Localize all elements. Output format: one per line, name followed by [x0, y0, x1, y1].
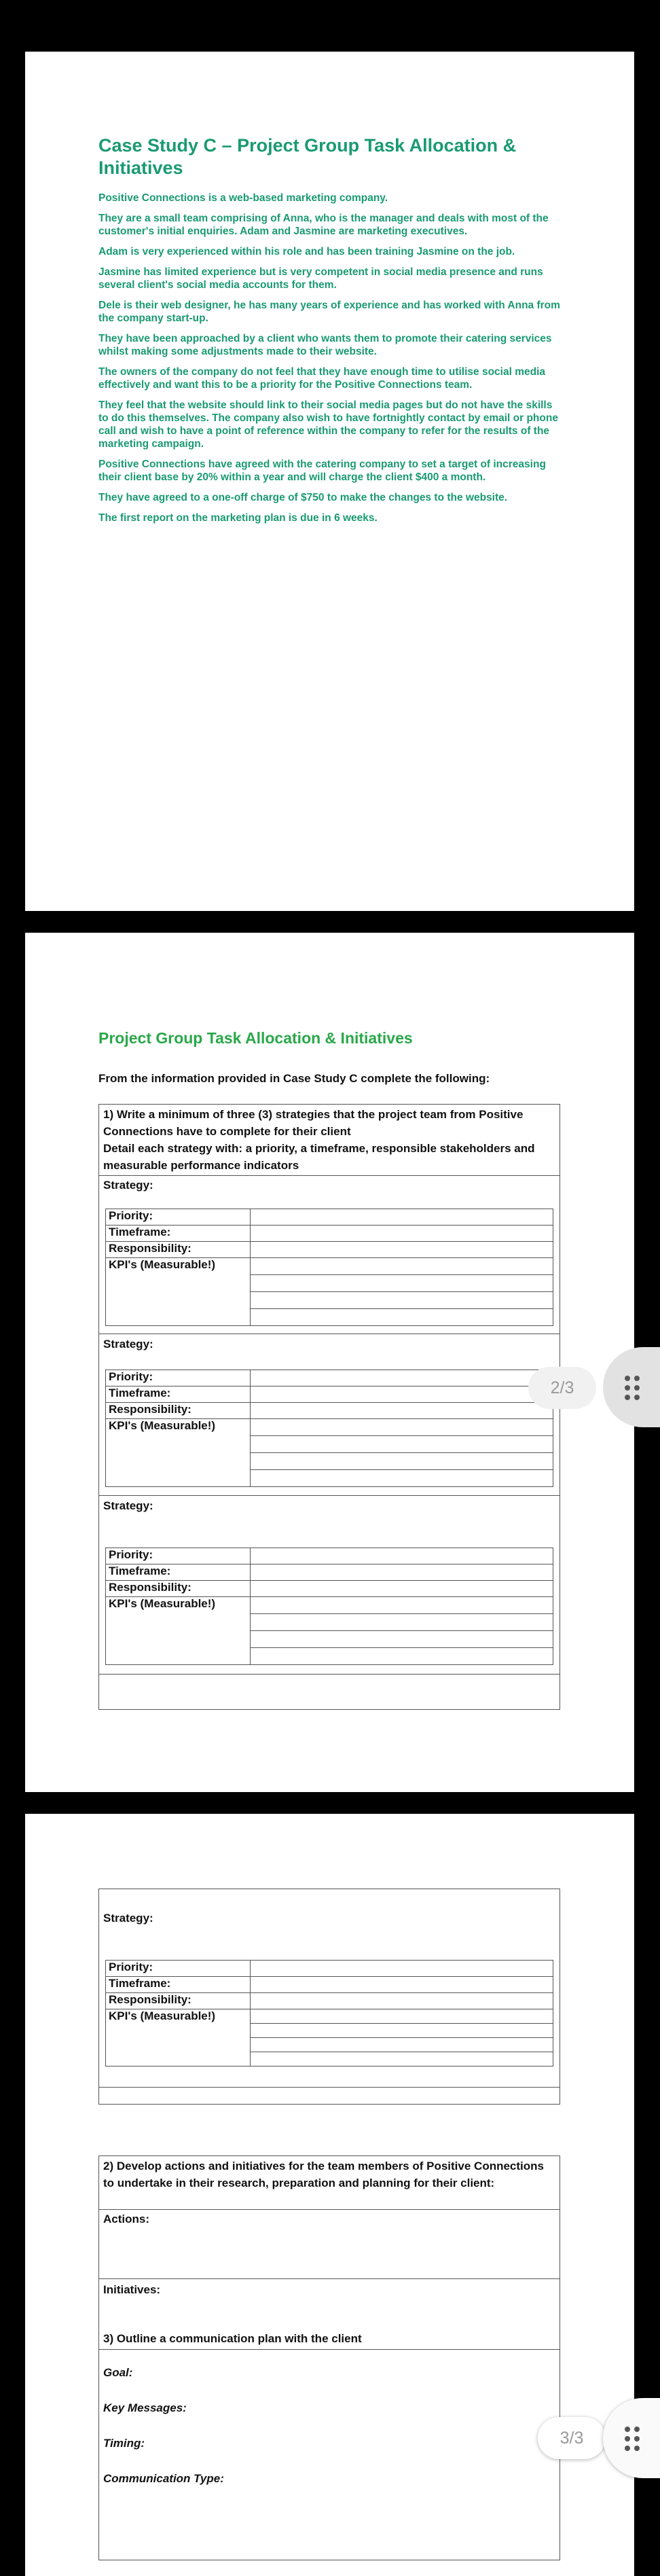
priority-field[interactable] [251, 1961, 553, 1977]
strategy-4-grid [105, 1960, 553, 2067]
divider [99, 2349, 560, 2350]
paragraph: They are a small team comprising of Anna, who is the manager and deals with most of the customer's initial enquiries. Adam and Jasmine are marketing executives. [98, 213, 549, 237]
strategy-label: Strategy: [103, 1338, 153, 1350]
responsibility-label: Responsibility: [106, 1242, 251, 1258]
priority-label: Priority: [106, 1370, 251, 1387]
actions-comms-table [98, 2155, 560, 2560]
timeframe-label: Timeframe: [106, 1977, 251, 1993]
strategy-label: Strategy: [103, 1179, 153, 1192]
page-indicator: 2/3 [528, 1367, 596, 1409]
question-2: 2) Develop actions and initiatives for the team members of Positive Connections to undertake in their research, preparation and planning for their client: [103, 2160, 544, 2189]
paragraph: Adam is very experienced within his role and has been training Jasmine on the job. [98, 246, 515, 257]
timeframe-label: Timeframe: [106, 1226, 251, 1242]
strategy-label: Strategy: [103, 1912, 153, 1925]
paragraph: The owners of the company do not feel that they have enough time to utilise social media effectively and want this to be a priority for the Positive Connections team. [98, 366, 545, 391]
strategy-4-table [98, 1889, 560, 2105]
paragraph: The first report on the marketing plan is due in 6 weeks. [98, 512, 378, 524]
responsibility-field[interactable] [251, 1403, 553, 1419]
document-page-1 [25, 52, 634, 911]
timeframe-label: Timeframe: [106, 1387, 251, 1403]
strategy-3-grid [105, 1548, 553, 1665]
timing-label: Timing: [103, 2437, 145, 2450]
divider [99, 1495, 560, 1496]
question-1-text: 1) Write a minimum of three (3) strategies that the project team from Positive Connections have to complete for their client [103, 1108, 524, 1138]
kpi-fields[interactable] [251, 1419, 553, 1487]
case-study-text [98, 135, 560, 532]
strategy-1-grid [105, 1209, 553, 1326]
divider [99, 2087, 560, 2088]
grid-dots-icon [625, 2427, 645, 2451]
page-indicator: 3/3 [538, 2417, 606, 2459]
page-title: Case Study C – Project Group Task Allocation & Initiatives [98, 135, 517, 178]
kpi-label: KPI's (Measurable!) [106, 1597, 251, 1665]
divider [99, 2278, 560, 2279]
key-messages-label: Key Messages: [103, 2401, 187, 2414]
kpi-fields[interactable] [251, 2009, 553, 2067]
priority-label: Priority: [106, 1961, 251, 1977]
grid-dots-icon [625, 1376, 645, 1400]
kpi-fields[interactable] [251, 1258, 553, 1326]
strategies-table [98, 1104, 560, 1710]
divider [99, 1674, 560, 1675]
question-1-detail: Detail each strategy with: a priority, a timeframe, responsible stakeholders and measurable performance indicators [103, 1142, 535, 1172]
priority-field[interactable] [251, 1548, 553, 1564]
timeframe-field[interactable] [251, 1564, 553, 1581]
section-header [98, 1029, 560, 1086]
paragraph: They have been approached by a client who wants them to promote their catering services whilst making some adjustments made to their website. [98, 333, 552, 357]
kpi-label: KPI's (Measurable!) [106, 1419, 251, 1487]
responsibility-label: Responsibility: [106, 1581, 251, 1597]
kpi-label: KPI's (Measurable!) [106, 2009, 251, 2067]
divider [99, 2209, 560, 2210]
actions-label: Actions: [103, 2213, 149, 2225]
responsibility-label: Responsibility: [106, 1993, 251, 2009]
timeframe-field[interactable] [251, 1226, 553, 1242]
paragraph: They feel that the website should link to their social media pages but do not have the skills to do this themselves. The company also wish to have fortnightly contact by email or phone call and wish to have a point of reference within the company to refer for the results of the marketing campaign. [98, 399, 558, 450]
timeframe-label: Timeframe: [106, 1564, 251, 1581]
paragraph: They have agreed to a one-off charge of $750 to make the changes to the website. [98, 492, 508, 503]
document-page-2 [25, 933, 634, 1792]
kpi-label: KPI's (Measurable!) [106, 1258, 251, 1326]
responsibility-field[interactable] [251, 1993, 553, 2009]
goal-label: Goal: [103, 2366, 133, 2379]
timeframe-field[interactable] [251, 1977, 553, 1993]
divider [99, 1175, 560, 1176]
priority-field[interactable] [251, 1370, 553, 1387]
responsibility-label: Responsibility: [106, 1403, 251, 1419]
paragraph: Positive Connections have agreed with the catering company to set a target of increasing their client base by 20% within a year and will charge the client $400 a month. [98, 459, 546, 483]
section-heading: Project Group Task Allocation & Initiatives [98, 1029, 413, 1047]
paragraph: Jasmine has limited experience but is very competent in social media presence and runs several client's social media accounts for them. [98, 266, 543, 291]
priority-label: Priority: [106, 1548, 251, 1564]
communication-type-label: Communication Type: [103, 2472, 224, 2485]
paragraph: Dele is their web designer, he has many years of experience and has worked with Anna from the company start-up. [98, 300, 560, 324]
timeframe-field[interactable] [251, 1387, 553, 1403]
instructions-text: From the information provided in Case Study C complete the following: [98, 1072, 490, 1085]
strategy-2-grid [105, 1370, 553, 1487]
strategy-label: Strategy: [103, 1499, 153, 1512]
question-3: 3) Outline a communication plan with the client [103, 2332, 362, 2345]
kpi-fields[interactable] [251, 1597, 553, 1665]
question-1 [99, 1105, 560, 1175]
paragraph: Positive Connections is a web-based marketing company. [98, 192, 388, 204]
initiatives-label: Initiatives: [103, 2283, 161, 2296]
responsibility-field[interactable] [251, 1581, 553, 1597]
document-page-3 [25, 1814, 634, 2576]
priority-label: Priority: [106, 1209, 251, 1226]
responsibility-field[interactable] [251, 1242, 553, 1258]
priority-field[interactable] [251, 1209, 553, 1226]
